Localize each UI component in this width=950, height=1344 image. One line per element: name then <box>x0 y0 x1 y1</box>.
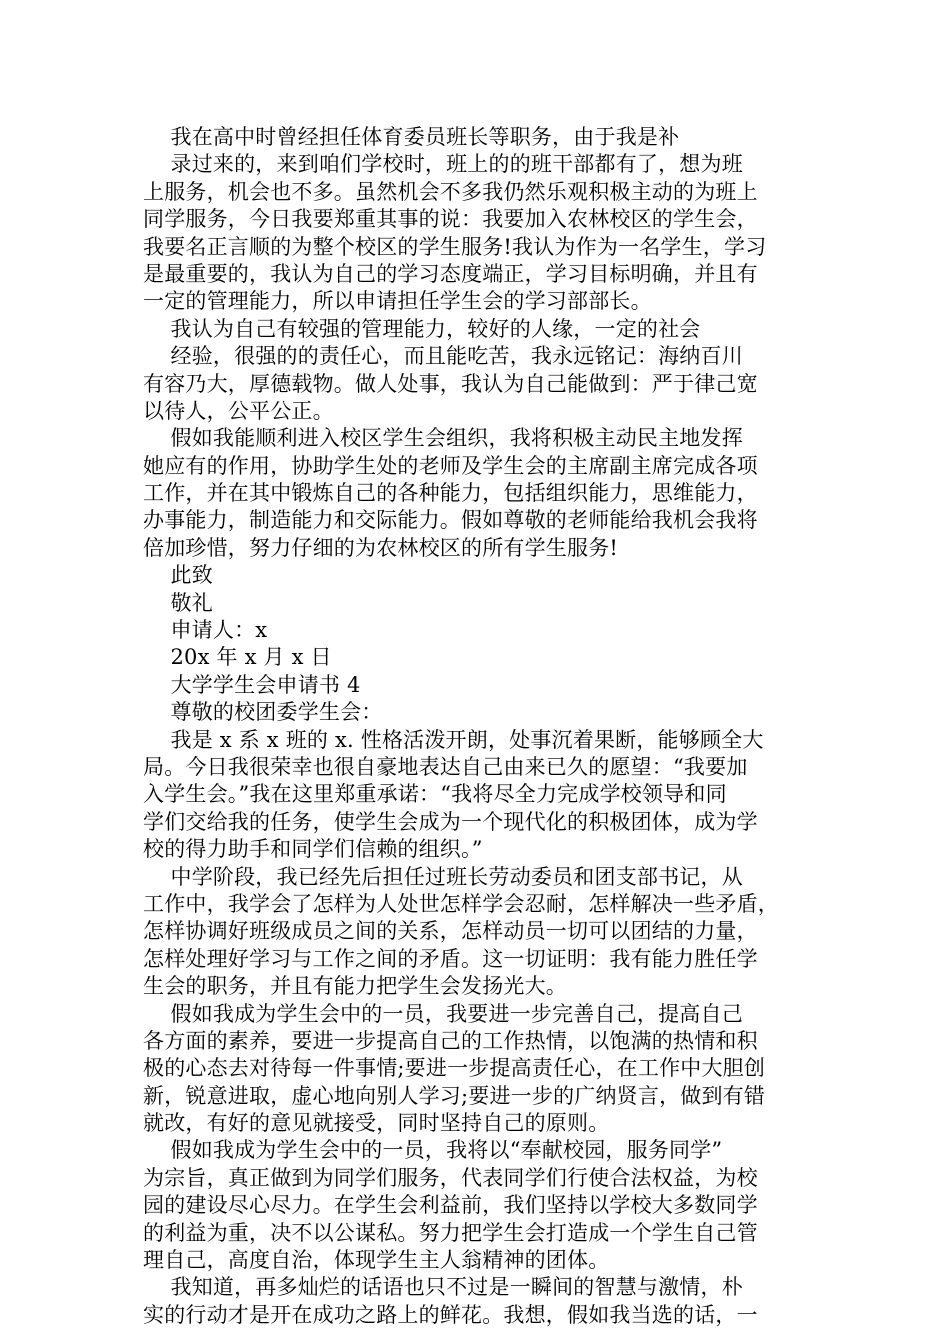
text-line: 工作中，我学会了怎样为人处世怎样学会忍耐，怎样解决一些矛盾， <box>143 891 779 916</box>
text-line: 极的心态去对待每一件事情;要进一步提高责任心，在工作中大胆创 <box>143 1056 766 1081</box>
text-line: 办事能力，制造能力和交际能力。假如尊敬的老师能给我机会我将 <box>143 508 758 533</box>
text-line: 尊敬的校团委学生会： <box>143 700 383 725</box>
text-line: 我要名正言顺的为整个校区的学生服务!我认为作为一名学生，学习 <box>143 234 767 259</box>
text-line: 20x 年 x 月 x 日 <box>143 645 332 670</box>
text-line: 经验，很强的的责任心，而且能吃苦，我永远铭记：海纳百川 <box>143 344 743 369</box>
text-line: 园的建设尽心尽力。在学生会利益前，我们坚持以学校大多数同学 <box>143 1193 758 1218</box>
text-line: 各方面的素养，要进一步提高自己的工作热情，以饱满的热情和积 <box>143 1028 758 1053</box>
document-body <box>143 124 815 1329</box>
text-line: 我认为自己有较强的管理能力，较好的人缘，一定的社会 <box>143 316 701 341</box>
text-line: 有容乃大，厚德载物。做人处事，我认为自己能做到：严于律己宽 <box>143 371 758 396</box>
text-line: 是最重要的，我认为自己的学习态度端正，学习目标明确，并且有 <box>143 261 758 286</box>
text-line: 中学阶段，我已经先后担任过班长劳动委员和团支部书记，从 <box>143 864 743 889</box>
text-line: 她应有的作用，协助学生处的老师及学生会的主席副主席完成各项 <box>143 453 758 478</box>
text-line: 此致 <box>143 563 213 588</box>
text-line: 上服务，机会也不多。虽然机会不多我仍然乐观积极主动的为班上 <box>143 179 758 204</box>
text-line: 我在高中时曾经担任体育委员班长等职务，由于我是补 <box>143 125 680 149</box>
text-line: 局。今日我很荣幸也很自豪地表达自己由来已久的愿望：“我要加 <box>143 754 748 779</box>
text-line: 假如我成为学生会中的一员，我将以“奉献校园，服务同学” <box>143 1138 723 1163</box>
text-line: 我知道，再多灿烂的话语也只不过是一瞬间的智慧与激情，朴 <box>143 1275 743 1300</box>
text-line: 校的得力助手和同学们信赖的组织。” <box>143 837 483 862</box>
text-line: 怎样处理好学习与工作之间的矛盾。这一切证明：我有能力胜任学 <box>143 946 758 971</box>
text-line: 我是 x 系 x 班的 x. 性格活泼开朗，处事沉着果断，能够顾全大 <box>143 727 764 752</box>
text-line: 一定的管理能力，所以申请担任学生会的学习部部长。 <box>143 289 652 314</box>
text-line: 为宗旨，真正做到为同学们服务，代表同学们行使合法权益，为校 <box>143 1165 758 1190</box>
text-line: 工作，并在其中锻炼自己的各种能力，包括组织能力，思维能力， <box>143 481 758 506</box>
text-line: 敬礼 <box>143 590 213 615</box>
text-line: 怎样协调好班级成员之间的关系，怎样动员一切可以团结的力量， <box>143 919 758 944</box>
text-line: 倍加珍惜，努力仔细的为农林校区的所有学生服务! <box>143 535 619 560</box>
text-line: 入学生会。”我在这里郑重承诺：“我将尽全力完成学校领导和同 <box>143 782 727 807</box>
text-line: 大学学生会申请书 4 <box>143 672 361 697</box>
text-line: 就改，有好的意见就接受，同时坚持自己的原则。 <box>143 1111 610 1136</box>
text-line: 申请人：x <box>143 618 268 643</box>
text-line: 假如我能顺利进入校区学生会组织，我将积极主动民主地发挥 <box>143 426 743 451</box>
text-line: 的利益为重，决不以公谋私。努力把学生会打造成一个学生自己管 <box>143 1220 758 1245</box>
text-line: 新，锐意进取，虚心地向别人学习;要进一步的广纳贤言，做到有错 <box>143 1083 766 1108</box>
text-line: 同学服务，今日我要郑重其事的说：我要加入农林校区的学生会， <box>143 207 758 232</box>
text-line: 生会的职务，并且有能力把学生会发扬光大。 <box>143 974 567 999</box>
text-line: 录过来的，来到咱们学校时，班上的的班干部都有了，想为班 <box>143 152 743 177</box>
text-line: 实的行动才是开在成功之路上的鲜花。我想，假如我当选的话，一 <box>143 1302 758 1327</box>
text-line: 假如我成为学生会中的一员，我要进一步完善自己，提高自己 <box>143 1001 743 1026</box>
text-line: 学们交给我的任务，使学生会成为一个现代化的积极团体，成为学 <box>143 809 758 834</box>
text-line: 理自己，高度自治，体现学生主人翁精神的团体。 <box>143 1248 610 1273</box>
text-line: 以待人，公平公正。 <box>143 398 334 423</box>
